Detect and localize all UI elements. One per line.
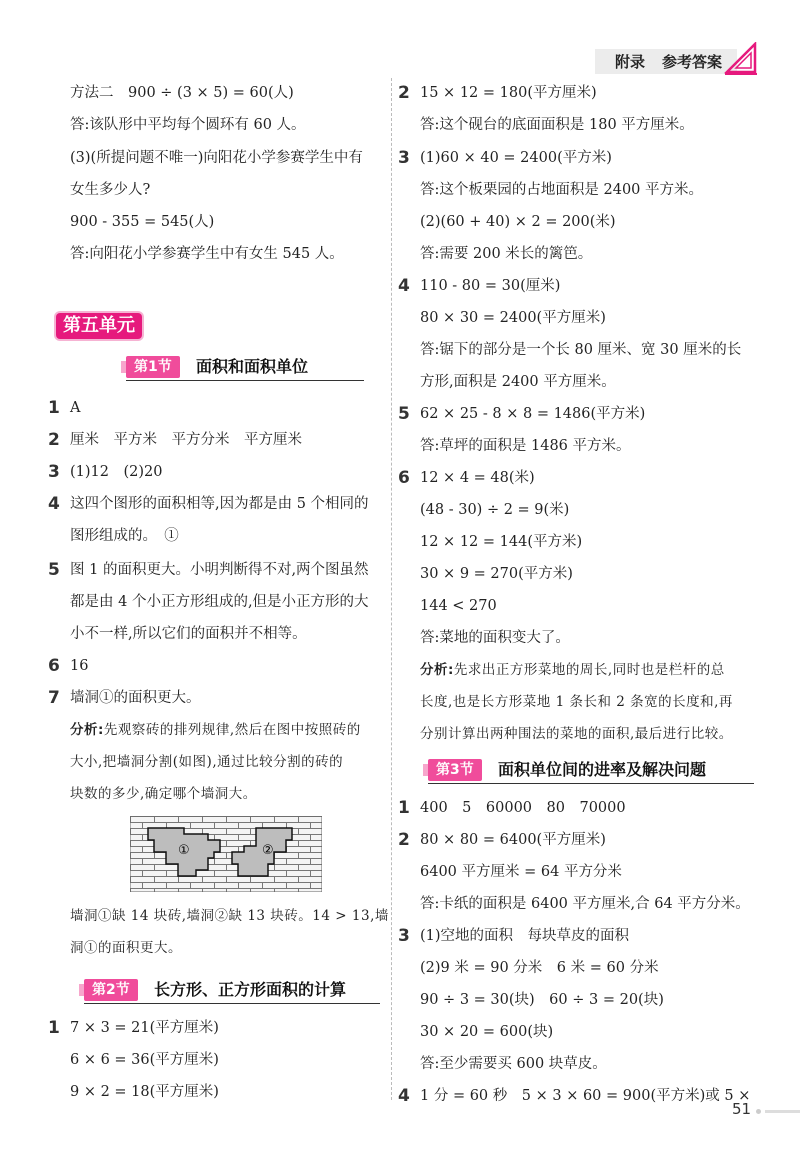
answer-line: 144 < 270 — [420, 598, 497, 614]
answer-line: 图 1 的面积更大。小明判断得不对,两个图虽然 — [70, 562, 369, 578]
page-footer-line — [765, 1110, 800, 1113]
analysis-line: 洞①的面积更大。 — [70, 940, 182, 956]
section-underline — [428, 783, 754, 784]
answer-line: (2)(60 + 40) × 2 = 200(米) — [420, 214, 616, 230]
column-divider — [391, 78, 392, 1100]
unit-title: 第五单元 — [56, 313, 142, 339]
answer-line: 6400 平方厘米 = 64 平方分米 — [420, 864, 622, 880]
section-underline — [84, 1003, 380, 1004]
answer-line: 答:该队形中平均每个圆环有 60 人。 — [70, 117, 306, 133]
answer-line: 30 × 9 = 270(平方米) — [420, 566, 573, 582]
answer-line: 答:卡纸的面积是 6400 平方厘米,合 64 平方分米。 — [420, 896, 750, 912]
running-header — [595, 46, 765, 76]
question-number: 4 — [48, 494, 60, 514]
answer-line: 女生多少人? — [70, 182, 151, 198]
question-number: 4 — [398, 276, 410, 296]
analysis-line: 长度,也是长方形菜地 1 条长和 2 条宽的长度和,再 — [420, 694, 733, 710]
answer-line: (48 - 30) ÷ 2 = 9(米) — [420, 502, 570, 518]
answer-line: 答:这个板栗园的占地面积是 2400 平方米。 — [420, 182, 704, 198]
question-number: 5 — [48, 560, 60, 580]
answer-line: 1 分 = 60 秒 5 × 3 × 60 = 900(平方米)或 5 × — [420, 1088, 751, 1104]
answer-line: 方形,面积是 2400 平方厘米。 — [420, 374, 616, 390]
answer-line: 厘米 平方米 平方分米 平方厘米 — [70, 432, 302, 448]
page-dot — [756, 1109, 761, 1114]
answer-line: A — [70, 400, 81, 416]
answer-line: 6 × 6 = 36(平方厘米) — [70, 1052, 219, 1068]
section-tag: 第3节 — [428, 759, 482, 781]
answer-line: 30 × 20 = 600(块) — [420, 1024, 554, 1040]
answer-line: 墙洞①的面积更大。 — [70, 690, 201, 706]
answer-line: (2)9 米 = 90 分米 6 米 = 60 分米 — [420, 960, 659, 976]
hole-label-2: ② — [262, 843, 274, 858]
answer-line: 110 - 80 = 30(厘米) — [420, 278, 561, 294]
header-title: 参考答案 — [662, 53, 723, 71]
analysis-line: 块数的多少,确定哪个墙洞大。 — [70, 786, 257, 802]
question-number: 2 — [398, 83, 410, 103]
hole-label-1: ① — [178, 843, 190, 858]
answer-line: (1)60 × 40 = 2400(平方米) — [420, 150, 612, 166]
answer-line: 62 × 25 - 8 × 8 = 1486(平方米) — [420, 406, 646, 422]
header-appendix: 附录 — [615, 53, 646, 71]
answer-line: 9 × 2 = 18(平方厘米) — [70, 1084, 219, 1100]
analysis-line: 大小,把墙洞分割(如图),通过比较分割的砖的 — [70, 754, 344, 770]
answer-line: 小不一样,所以它们的面积并不相等。 — [70, 626, 307, 642]
question-number: 1 — [48, 1018, 60, 1038]
question-number: 1 — [398, 798, 410, 818]
section-tag: 第1节 — [126, 356, 180, 378]
answer-line: 答:锯下的部分是一个长 80 厘米、宽 30 厘米的长 — [420, 342, 742, 358]
section-heading-3 — [428, 757, 754, 785]
answer-line: 都是由 4 个小正方形组成的,但是小正方形的大 — [70, 594, 369, 610]
answer-line: 7 × 3 = 21(平方厘米) — [70, 1020, 219, 1036]
answer-line: 80 × 80 = 6400(平方厘米) — [420, 832, 606, 848]
analysis-label: 分析: — [70, 722, 104, 738]
answer-line: 12 × 12 = 144(平方米) — [420, 534, 583, 550]
question-number: 3 — [398, 926, 410, 946]
answer-line: 图形组成的。 ① — [70, 528, 179, 544]
page-number: 51 — [732, 1100, 752, 1118]
analysis-label: 分析: — [420, 662, 454, 678]
answer-line: 16 — [70, 658, 89, 674]
section-title: 面积单位间的进率及解决问题 — [498, 760, 707, 779]
answer-line: 答:需要 200 米长的篱笆。 — [420, 246, 593, 262]
question-number: 7 — [48, 688, 60, 708]
question-number: 2 — [398, 830, 410, 850]
question-number: 4 — [398, 1086, 410, 1106]
answer-line: (1)空地的面积 每块草皮的面积 — [420, 928, 630, 944]
answer-line: 答:向阳花小学参赛学生中有女生 545 人。 — [70, 246, 344, 262]
question-number: 5 — [398, 404, 410, 424]
answer-line: 15 × 12 = 180(平方厘米) — [420, 85, 597, 101]
analysis-line — [70, 720, 361, 740]
ruler-triangle-icon — [723, 42, 759, 76]
question-number: 6 — [398, 468, 410, 488]
answer-line: (3)(所提问题不唯一)向阳花小学参赛学生中有 — [70, 150, 363, 166]
answer-line: 答:这个砚台的底面面积是 180 平方厘米。 — [420, 117, 694, 133]
answer-line: 90 ÷ 3 = 30(块) 60 ÷ 3 = 20(块) — [420, 992, 664, 1008]
answer-line: 12 × 4 = 48(米) — [420, 470, 535, 486]
answer-line: 这四个图形的面积相等,因为都是由 5 个相同的 — [70, 496, 369, 512]
section-underline — [126, 380, 364, 381]
answer-line: 方法二 900 ÷ (3 × 5) = 60(人) — [70, 85, 294, 101]
section-title: 面积和面积单位 — [196, 357, 309, 376]
section-heading-2 — [84, 977, 380, 1005]
analysis-text: 先观察砖的排列规律,然后在图中按照砖的 — [103, 722, 361, 738]
section-title: 长方形、正方形面积的计算 — [154, 980, 347, 999]
answer-line: (1)12 (2)20 — [70, 464, 163, 480]
answer-line: 80 × 30 = 2400(平方厘米) — [420, 310, 606, 326]
answer-line: 400 5 60000 80 70000 — [420, 800, 626, 816]
analysis-line — [420, 660, 725, 680]
answer-line: 900 - 355 = 545(人) — [70, 214, 215, 230]
question-number: 6 — [48, 656, 60, 676]
analysis-line: 分别计算出两种围法的菜地的面积,最后进行比较。 — [420, 726, 733, 742]
answer-line: 答:菜地的面积变大了。 — [420, 630, 570, 646]
question-number: 3 — [398, 148, 410, 168]
brick-wall-figure — [130, 816, 322, 892]
answer-line: 答:至少需要买 600 块草皮。 — [420, 1056, 607, 1072]
analysis-text: 先求出正方形菜地的周长,同时也是栏杆的总 — [453, 662, 725, 678]
section-heading-1 — [126, 354, 364, 382]
answer-line: 答:草坪的面积是 1486 平方米。 — [420, 438, 631, 454]
section-tag: 第2节 — [84, 979, 138, 1001]
analysis-line: 墙洞①缺 14 块砖,墙洞②缺 13 块砖。14 > 13,墙 — [70, 908, 389, 924]
question-number: 3 — [48, 462, 60, 482]
question-number: 2 — [48, 430, 60, 450]
question-number: 1 — [48, 398, 60, 418]
